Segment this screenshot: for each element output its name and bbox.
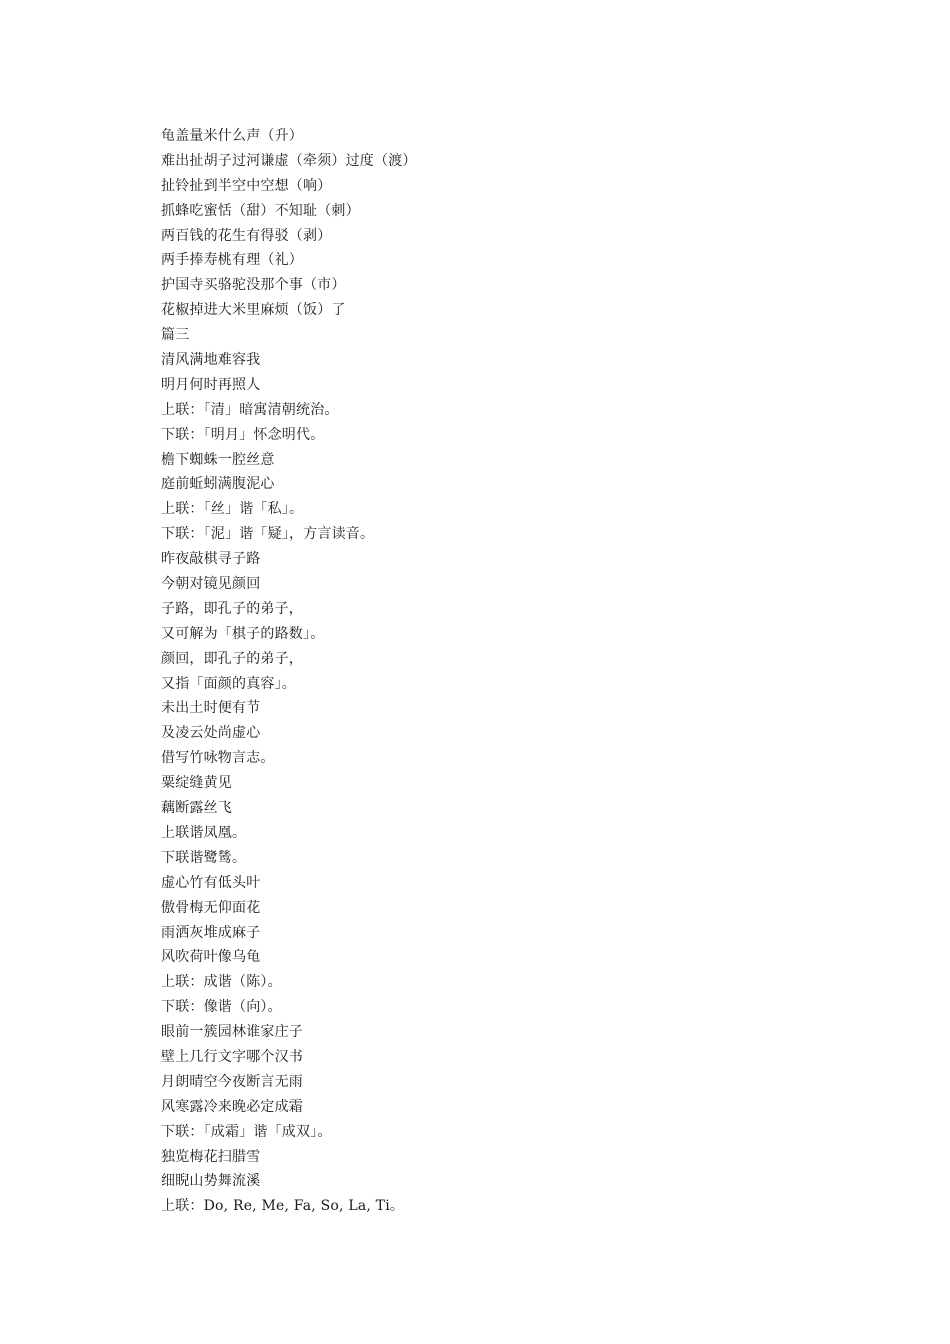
text-line: 雨洒灰堆成麻子 (161, 924, 261, 941)
text-line: 月朗晴空今夜断言无雨 (161, 1073, 303, 1090)
text-line: 子路，即孔子的弟子， (161, 600, 303, 617)
text-line: 庭前蚯蚓满腹泥心 (161, 476, 275, 493)
text-line: 傲骨梅无仰面花 (161, 899, 261, 916)
text-line: 细睨山势舞流溪 (161, 1173, 261, 1190)
text-line: 明月何时再照人 (161, 376, 261, 393)
text-line: 两百钱的花生有得驳（剥） (161, 227, 332, 244)
text-line: 扯铃扯到半空中空想（响） (161, 177, 332, 194)
text-line: 颜回，即孔子的弟子， (161, 650, 303, 667)
text-line: 下联：「明月」怀念明代。 (161, 426, 325, 443)
text-line: 上联：成谐（陈）。 (161, 974, 282, 991)
text-line: 眼前一簇园林谁家庄子 (161, 1024, 303, 1041)
text-line: 篇三 (161, 327, 190, 344)
text-line: 花椒掉进大米里麻烦（饭）了 (161, 302, 346, 319)
text-line: 粟绽缝黄见 (161, 775, 232, 792)
text-line: 檐下蜘蛛一腔丝意 (161, 451, 275, 468)
text-line: 两手捧寿桃有理（礼） (161, 252, 303, 269)
text-line: 又指「面颜的真容」。 (161, 675, 296, 692)
text-line: 藕断露丝飞 (161, 800, 232, 817)
text-line: 上联：「清」暗寓清朝统治。 (161, 401, 339, 418)
text-line: 风寒露冷来晚必定成霜 (161, 1098, 303, 1115)
text-line: 昨夜敲棋寻子路 (161, 551, 261, 568)
text-line: 抓蜂吃蜜恬（甜）不知耻（刺） (161, 202, 360, 219)
text-line: 借写竹咏物言志。 (161, 750, 275, 767)
text-line: 未出土时便有节 (161, 700, 261, 717)
text-line: 下联谐鹭鸶。 (161, 849, 247, 866)
text-line: 又可解为「棋子的路数」。 (161, 625, 325, 642)
text-line: 龟盖量米什么声（升） (161, 128, 303, 144)
text-line: 护国寺买骆驼没那个事（市） (161, 277, 346, 294)
document-text-block (161, 124, 861, 1219)
text-line: 壁上几行文字哪个汉书 (161, 1048, 303, 1065)
text-line: 下联：像谐（向）。 (161, 999, 282, 1016)
text-line: 上联：Do, Re, Me, Fa, So, La, Ti。 (161, 1198, 405, 1215)
text-line: 上联谐凤凰。 (161, 824, 247, 841)
text-line: 独览梅花扫腊雪 (161, 1148, 261, 1165)
text-line: 今朝对镜见颜回 (161, 576, 261, 593)
text-line: 难出扯胡子过河谦虚（牵须）过度（渡） (161, 152, 417, 169)
text-line: 上联：「丝」谐「私」。 (161, 501, 304, 518)
text-line: 虚心竹有低头叶 (161, 874, 261, 891)
text-line: 下联：「成霜」谐「成双」。 (161, 1123, 332, 1140)
text-line: 及凌云处尚虚心 (161, 725, 261, 742)
text-line: 清风满地难容我 (161, 352, 261, 369)
text-line: 风吹荷叶像乌龟 (161, 949, 261, 966)
text-line: 下联：「泥」谐「疑」，方言读音。 (161, 526, 375, 543)
